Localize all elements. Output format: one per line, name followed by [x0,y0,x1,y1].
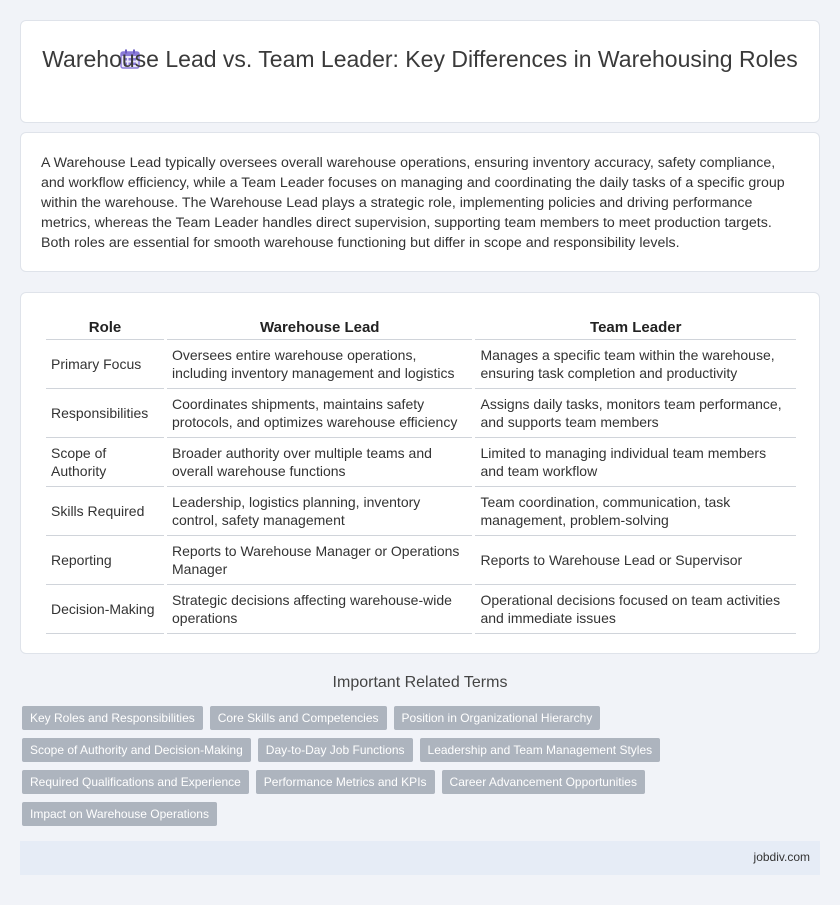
page-title: Warehouse Lead vs. Team Leader: Key Differences in Warehousing Roles [42,46,798,72]
row-label: Skills Required [46,487,164,536]
header-card [20,20,820,123]
intro-card [20,132,820,272]
table-row [46,536,796,585]
row-label: Scope of Authority [46,438,164,487]
related-tag[interactable]: Required Qualifications and Experience [22,770,249,794]
team-leader-cell: Operational decisions focused on team activities and immediate issues [475,585,796,634]
warehouse-lead-cell: Oversees entire warehouse operations, including inventory management and logistics [167,340,472,389]
intro-paragraph: A Warehouse Lead typically oversees overall warehouse operations, ensuring inventory accuracy, safety compliance, and workflow efficiency, while a Team Leader focuses on managing and coordinating the daily tasks of a specific group within the warehouse. The Warehouse Lead plays a strategic role, implementing policies and driving performance metrics, whereas the Team Leader handles direct supervision, supporting team members to meet production targets. Both roles are essential for smooth warehouse functioning but differ in scope and responsibility levels. [41,155,785,251]
table-row [46,585,796,634]
related-tag[interactable]: Position in Organizational Hierarchy [394,706,601,730]
footer-site-link[interactable]: jobdiv.com [753,850,810,864]
related-terms-tags [22,706,662,826]
row-label: Responsibilities [46,389,164,438]
header-role: Role [46,315,164,340]
row-label: Reporting [46,536,164,585]
comparison-table [43,315,799,634]
team-leader-cell: Reports to Warehouse Lead or Supervisor [475,536,796,585]
related-tag[interactable]: Performance Metrics and KPIs [256,770,435,794]
related-tag[interactable]: Impact on Warehouse Operations [22,802,217,826]
related-tag[interactable]: Scope of Authority and Decision-Making [22,738,251,762]
warehouse-lead-cell: Coordinates shipments, maintains safety protocols, and optimizes warehouse efficiency [167,389,472,438]
row-label: Primary Focus [46,340,164,389]
related-tag[interactable]: Career Advancement Opportunities [442,770,645,794]
warehouse-lead-cell: Leadership, logistics planning, inventory control, safety management [167,487,472,536]
header-warehouse-lead: Warehouse Lead [167,315,472,340]
header-team-leader: Team Leader [475,315,796,340]
table-row [46,389,796,438]
table-row [46,340,796,389]
warehouse-lead-cell: Reports to Warehouse Manager or Operations Manager [167,536,472,585]
comparison-card [20,292,820,654]
related-tag[interactable]: Leadership and Team Management Styles [420,738,661,762]
row-label: Decision-Making [46,585,164,634]
table-row [46,438,796,487]
related-tag[interactable]: Day-to-Day Job Functions [258,738,413,762]
table-row [46,487,796,536]
related-terms-title: Important Related Terms [332,674,508,691]
team-leader-cell: Team coordination, communication, task management, problem-solving [475,487,796,536]
team-leader-cell: Limited to managing individual team members and team workflow [475,438,796,487]
related-tag[interactable]: Key Roles and Responsibilities [22,706,203,730]
warehouse-lead-cell: Broader authority over multiple teams and overall warehouse functions [167,438,472,487]
team-leader-cell: Manages a specific team within the warehouse, ensuring task completion and productivity [475,340,796,389]
team-leader-cell: Assigns daily tasks, monitors team performance, and supports team members [475,389,796,438]
footer [20,841,820,875]
warehouse-lead-cell: Strategic decisions affecting warehouse-wide operations [167,585,472,634]
related-tag[interactable]: Core Skills and Competencies [210,706,387,730]
